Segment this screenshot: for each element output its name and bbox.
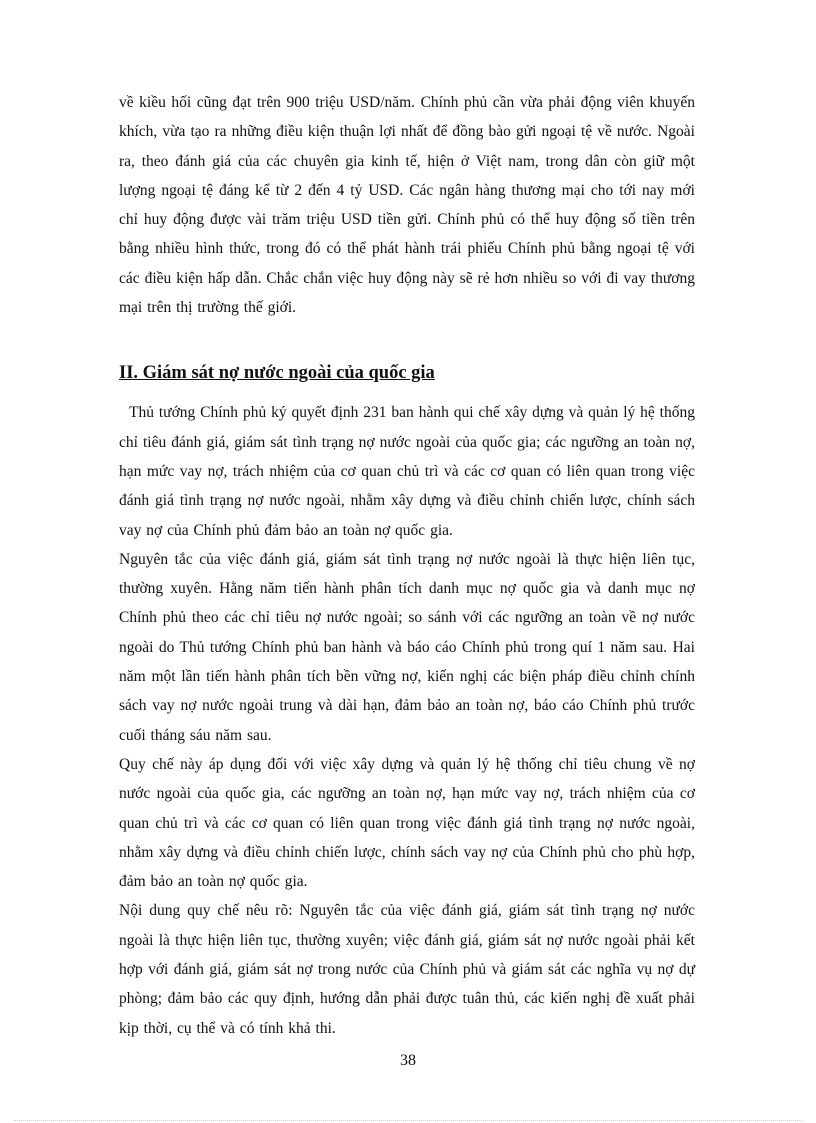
paragraph-decision-231: Thủ tướng Chính phủ ký quyết định 231 ban hành qui chế xây dựng và quản lý hệ thống chỉ tiêu đánh giá, giám sát tình trạng nợ nước ngoài của quốc gia; các ngưỡng an toàn nợ, hạn mức vay nợ, trách nhiệm của cơ quan chủ trì và các cơ quan có liên quan trong việc đánh giá tình trạng nợ nước ngoài, nhằm xây dựng và điều chỉnh chiến lược, chính sách vay nợ của Chính phủ đảm bảo an toàn nợ quốc gia.: [119, 404, 695, 539]
paragraph-content: Nội dung quy chế nêu rõ: Nguyên tắc của việc đánh giá, giám sát tình trạng nợ nước ngoài là thực hiện liên tục, thường xuyên; việc đánh giá, giám sát nợ nước ngoài phải kết hợp với đánh giá, giám sát nợ trong nước của Chính phủ và giám sát các nghĩa vụ nợ dự phòng; đảm bảo các quy định, hướng dẫn phải được tuân thủ, các kiến nghị đề xuất phải kịp thời, cụ thể và có tính khả thi.: [119, 902, 695, 1037]
section-heading: II. Giám sát nợ nước ngoài của quốc gia: [119, 363, 435, 384]
page-content: [119, 88, 695, 1043]
page-bottom-divider: [14, 1120, 802, 1121]
page-number: 38: [400, 1052, 416, 1069]
paragraph-remittances: về kiều hối cũng đạt trên 900 triệu USD/năm. Chính phủ cần vừa phải động viên khuyến khích, vừa tạo ra những điều kiện thuận lợi nhất để đồng bào gửi ngoại tệ về nước. Ngoài ra, theo đánh giá của các chuyên gia kinh tế, hiện ở Việt nam, trong dân còn giữ một lượng ngoại tệ đáng kể từ 2 đến 4 tỷ USD. Các ngân hàng thương mại cho tới nay mới chỉ huy động được vài trăm triệu USD tiền gửi. Chính phủ có thể huy động số tiền trên bằng nhiều hình thức, trong đó có thể phát hành trái phiếu Chính phủ bằng ngoại tệ với các điều kiện hấp dẫn. Chắc chắn việc huy động này sẽ rẻ hơn nhiều so với đi vay thương mại trên thị trường thế giới.: [119, 94, 695, 317]
paragraph-scope: Quy chế này áp dụng đối với việc xây dựng và quản lý hệ thống chỉ tiêu chung về nợ nước ngoài của quốc gia, các ngưỡng an toàn nợ, hạn mức vay nợ, trách nhiệm của cơ quan chủ trì và các cơ quan có liên quan trong việc đánh giá tình trạng nợ nước ngoài, nhằm xây dựng và điều chỉnh chiến lược, chính sách vay nợ của Chính phủ cho phù hợp, đảm bảo an toàn nợ quốc gia.: [119, 755, 695, 891]
paragraph-principles: Nguyên tắc của việc đánh giá, giám sát tình trạng nợ nước ngoài là thực hiện liên tục, thường xuyên. Hằng năm tiến hành phân tích danh mục nợ quốc gia và danh mục nợ Chính phủ theo các chỉ tiêu nợ nước ngoài; so sánh với các ngưỡng an toàn về nợ nước ngoài do Thủ tướng Chính phủ ban hành và báo cáo Chính phủ trong quí 1 năm sau. Hai năm một lần tiến hành phân tích bền vững nợ, kiến nghị các biện pháp điều chỉnh chính sách vay nợ nước ngoài trung và dài hạn, đảm bảo an toàn nợ, báo cáo Chính phủ trước cuối tháng sáu năm sau.: [119, 550, 695, 744]
